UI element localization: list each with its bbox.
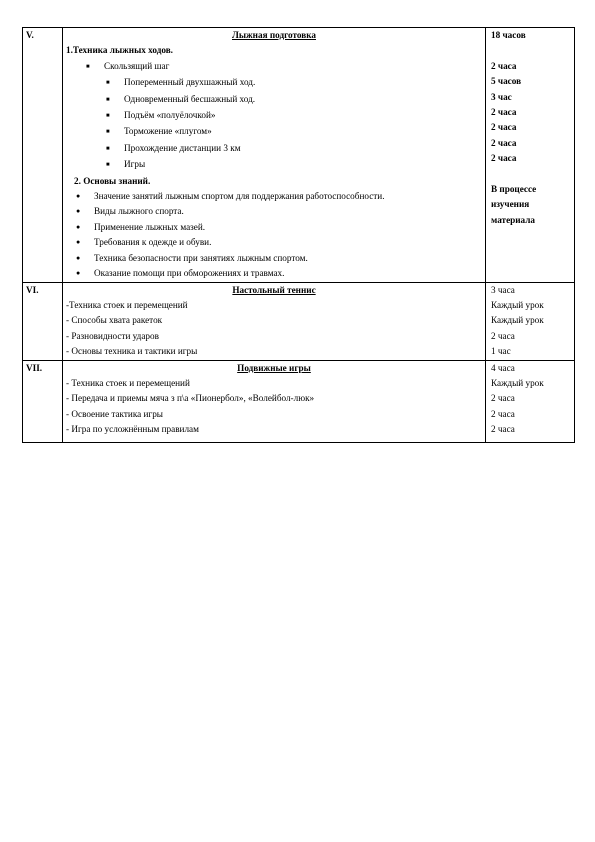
list-item: - Способы хвата ракеток xyxy=(66,315,163,326)
subsection-heading: 2. Основы знаний. xyxy=(74,175,151,186)
hours-value: 2 часа xyxy=(491,424,515,435)
subsection-heading: 1.Техника лыжных ходов. xyxy=(66,45,173,56)
hours-note: В процессе xyxy=(491,184,537,195)
square-bullet-icon: ■ xyxy=(106,80,110,87)
list-item: ■ Попеременный двухшажный ход. xyxy=(66,75,482,91)
hours-value: Каждый урок xyxy=(491,377,544,388)
list-item: ● Применение лыжных мазей. xyxy=(66,220,482,235)
section-number: V. xyxy=(23,28,63,283)
hours-column xyxy=(486,282,575,360)
round-bullet-icon: ● xyxy=(76,253,81,262)
square-bullet-icon: ■ xyxy=(106,145,110,152)
hours-value: Каждый урок xyxy=(491,299,544,310)
round-bullet-icon: ● xyxy=(76,269,81,278)
list-item: ■ Скользящий шаг xyxy=(66,59,482,75)
list-item: - Передача и приемы мяча з п\а «Пионербол», «Волейбол-люк» xyxy=(66,393,315,404)
section-row-v xyxy=(23,28,575,283)
curriculum-table xyxy=(22,27,575,443)
list-item: - Техника стоек и перемещений xyxy=(66,377,190,388)
section-number: VI. xyxy=(23,282,63,360)
hours-note: материала xyxy=(491,214,535,225)
list-item: - Основы техника и тактики игры xyxy=(66,346,198,357)
hours-value: Каждый урок xyxy=(491,315,544,326)
square-bullet-icon: ■ xyxy=(106,113,110,120)
list-item: - Игра по усложнённым правилам xyxy=(66,424,199,435)
hours-value: 5 часов xyxy=(491,76,522,87)
square-bullet-icon: ■ xyxy=(106,129,110,136)
section-number: VII. xyxy=(23,360,63,442)
section-title: Настольный теннис xyxy=(232,284,316,295)
square-bullet-icon: ■ xyxy=(106,162,110,169)
section-content xyxy=(63,28,486,283)
hours-total: 4 часа xyxy=(491,362,515,373)
hours-value: 2 часа xyxy=(491,122,517,133)
list-item: ■ Торможение «плугом» xyxy=(66,124,482,140)
round-bullet-icon: ● xyxy=(76,192,81,201)
hours-value: 2 часа xyxy=(491,408,515,419)
section-content xyxy=(63,282,486,360)
list-item: ● Оказание помощи при обморожениях и травмах. xyxy=(66,266,482,281)
section-title: Лыжная подготовка xyxy=(232,30,316,40)
round-bullet-icon: ● xyxy=(76,238,81,247)
hours-value: 1 час xyxy=(491,346,511,357)
list-item: - Освоение тактика игры xyxy=(66,408,163,419)
section-row-vii xyxy=(23,360,575,442)
list-item: ● Требования к одежде и обуви. xyxy=(66,235,482,250)
list-item: ■ Прохождение дистанции 3 км xyxy=(66,141,482,157)
hours-value: 2 часа xyxy=(491,393,515,404)
hours-value: 2 часа xyxy=(491,60,517,71)
hours-note: изучения xyxy=(491,199,530,210)
round-bullet-icon: ● xyxy=(76,222,81,231)
list-item: ● Виды лыжного спорта. xyxy=(66,204,482,219)
list-item: ● Техника безопасности при занятиях лыжным спортом. xyxy=(66,251,482,266)
list-item: ■ Одновременный бесшажный ход. xyxy=(66,92,482,108)
round-bullet-icon: ● xyxy=(76,207,81,216)
hours-column xyxy=(486,360,575,442)
hours-total: 3 часа xyxy=(491,284,515,295)
list-item: ■ Подъём «полуёлочкой» xyxy=(66,108,482,124)
list-item: ● Значение занятий лыжным спортом для поддержания работоспособности. xyxy=(66,189,482,204)
square-bullet-icon: ■ xyxy=(106,96,110,103)
list-item: -Техника стоек и перемещений xyxy=(66,299,188,310)
hours-value: 2 часа xyxy=(491,330,515,341)
hours-column xyxy=(486,28,575,283)
hours-value: 3 час xyxy=(491,91,512,102)
section-title: Подвижные игры xyxy=(237,362,311,373)
hours-value: 2 часа xyxy=(491,137,517,148)
hours-value: 2 часа xyxy=(491,153,517,164)
square-bullet-icon: ■ xyxy=(86,63,90,70)
hours-value: 2 часа xyxy=(491,107,517,118)
section-content xyxy=(63,360,486,442)
section-row-vi xyxy=(23,282,575,360)
list-item: ■ Игры xyxy=(66,157,482,173)
hours-total: 18 часов xyxy=(491,30,526,40)
list-item: - Разновидности ударов xyxy=(66,330,159,341)
